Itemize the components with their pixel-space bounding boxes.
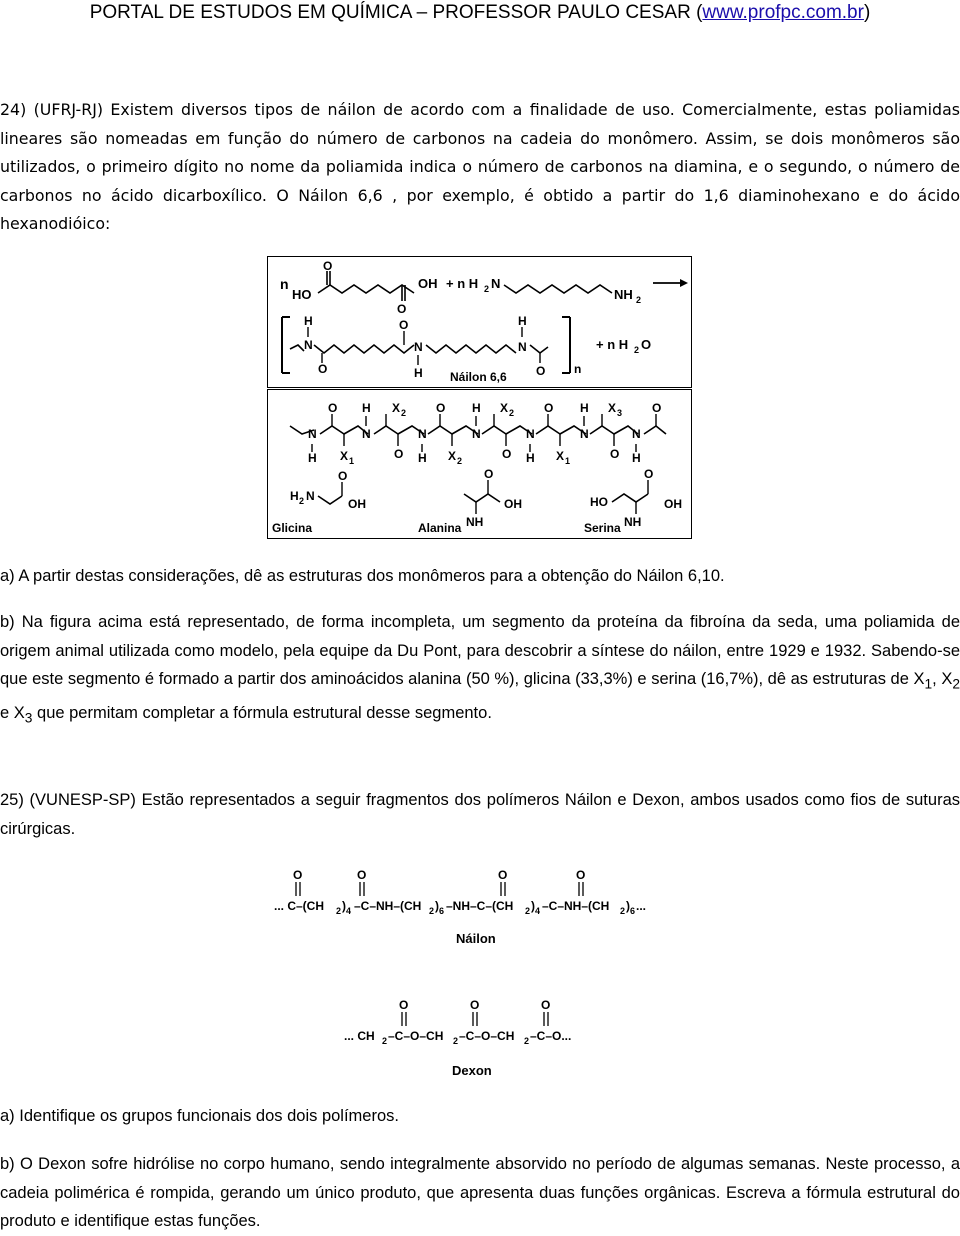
svg-text:3: 3: [617, 408, 623, 418]
nylon-synthesis-diagram: [268, 257, 691, 387]
svg-text:OH: OH: [664, 497, 682, 511]
svg-text:H: H: [518, 314, 527, 328]
svg-text:OH: OH: [418, 276, 438, 291]
fibroin-diagram: [268, 390, 691, 538]
svg-text:N: N: [472, 427, 481, 441]
svg-text:4: 4: [535, 906, 541, 916]
q24-intro: 24) (UFRJ-RJ) Existem diversos tipos de náilon de acordo com a finalidade de uso. Comercialmente, estas poliamidas lineares são nomeadas em função do número de carbonos na cadeia do monômero. Assim, se dois monômeros são utilizados, o primeiro dígito no nome da poliamida indica o número de carbonos na diamina, e o segundo, o número de carbonos no ácido dicarboxílico. O Náilon 6,6 , por exemplo, é obtido a partir do 1,6 diaminohexano e do ácido hexanodióico:: [0, 100, 960, 233]
svg-text:H: H: [290, 489, 299, 503]
svg-text:O: O: [484, 467, 494, 481]
svg-text:X: X: [392, 401, 401, 415]
svg-text:O: O: [641, 337, 652, 352]
svg-text:Dexon: Dexon: [452, 1063, 492, 1078]
svg-text:1: 1: [565, 456, 571, 466]
header-link[interactable]: www.profpc.com.br: [702, 2, 864, 23]
svg-text:X: X: [500, 401, 509, 415]
svg-text:O: O: [470, 1000, 480, 1012]
svg-text:2: 2: [336, 906, 342, 916]
svg-text:2: 2: [524, 1036, 530, 1046]
svg-text:OH: OH: [348, 497, 366, 511]
svg-text:2: 2: [525, 906, 531, 916]
svg-text:N: N: [414, 340, 423, 354]
svg-text:H: H: [414, 366, 423, 380]
svg-text:O: O: [394, 447, 404, 461]
svg-text:H: H: [632, 451, 641, 465]
svg-text:2: 2: [634, 345, 640, 355]
svg-text:O: O: [498, 868, 508, 882]
svg-text:H: H: [472, 401, 481, 415]
svg-text:O: O: [323, 259, 333, 273]
svg-text:X: X: [608, 401, 617, 415]
page-header: [0, 2, 960, 24]
svg-text:–C–O–CH: –C–O–CH: [459, 1029, 515, 1043]
svg-text:H: H: [580, 401, 589, 415]
svg-text:N: N: [362, 427, 371, 441]
svg-text:Glicina: Glicina: [272, 521, 313, 535]
svg-text:HO: HO: [590, 495, 608, 509]
svg-text:2: 2: [457, 456, 463, 466]
svg-text:4: 4: [346, 906, 352, 916]
svg-text:H: H: [526, 451, 535, 465]
svg-text:O: O: [652, 401, 662, 415]
q25-part-a: a) Identifique os grupos funcionais dos dois polímeros.: [0, 1107, 399, 1125]
svg-text:O: O: [610, 447, 620, 461]
svg-text:O: O: [357, 868, 367, 882]
svg-text:): ): [531, 899, 535, 913]
svg-text:X: X: [448, 449, 457, 463]
svg-text:1: 1: [349, 456, 355, 466]
svg-text:O: O: [293, 868, 303, 882]
svg-text:N: N: [306, 489, 315, 503]
dexon-formula-figure: [340, 1000, 630, 1084]
svg-text:–NH–C–(CH: –NH–C–(CH: [446, 899, 514, 913]
svg-text:OH: OH: [504, 497, 522, 511]
svg-text:X: X: [340, 449, 349, 463]
svg-text:N: N: [308, 427, 317, 441]
q24-part-b: b) Na figura acima está representado, de forma incompleta, um segmento da proteína da fibroína da seda, uma poliamida de origem animal utilizada como modelo, pela equipe da Du Pont, para descobrir a síntese do náilon, entre 1929 e 1932. Sabendo-se que este segmento é formado a partir dos aminoácidos alanina (50 %), glicina (33,3%) e serina (16,7%), dê as estruturas de $X_1$, $X_2$ e $X_3$ que permitam completar a fórmula estrutural desse segmento.: [0, 613, 960, 726]
svg-text:H: H: [418, 451, 427, 465]
fibroin-figure: [267, 389, 692, 539]
svg-text:... CH: ... CH: [344, 1029, 375, 1043]
svg-text:Náilon: Náilon: [456, 931, 496, 946]
q24-part-a: a) A partir destas considerações, dê as estruturas dos monômeros para a obtenção do Náilon 6,10.: [0, 567, 725, 585]
svg-text:Serina: Serina: [584, 521, 621, 535]
svg-text:X: X: [556, 449, 565, 463]
svg-text:O: O: [399, 318, 409, 332]
svg-text:O: O: [399, 1000, 409, 1012]
svg-text:2: 2: [620, 906, 626, 916]
q25-part-b: b) O Dexon sofre hidrólise no corpo humano, sendo integralmente absorvido no período de algumas semanas. Neste processo, a cadeia polimérica é rompida, gerando um único produto, que apresenta duas funções orgânicas. Escreva a fórmula estrutural do produto e identifique estas funções.: [0, 1155, 960, 1230]
svg-text:O: O: [576, 868, 586, 882]
svg-text:–C–NH–(CH: –C–NH–(CH: [542, 899, 610, 913]
svg-text:H: H: [308, 451, 317, 465]
svg-text:NH: NH: [624, 515, 642, 529]
svg-text:O: O: [502, 447, 512, 461]
svg-text:O: O: [318, 362, 328, 376]
nylon-synthesis-figure: [267, 256, 692, 388]
svg-text:O: O: [328, 401, 338, 415]
svg-text:O: O: [436, 401, 446, 415]
svg-text:O: O: [536, 364, 546, 378]
svg-text:2: 2: [636, 295, 642, 305]
svg-text:n: n: [574, 362, 582, 376]
svg-text:O: O: [544, 401, 554, 415]
svg-text:N: N: [526, 427, 535, 441]
svg-text:NH: NH: [466, 515, 484, 529]
svg-text:–C–NH–(CH: –C–NH–(CH: [354, 899, 422, 913]
svg-text:+ n H: + n H: [596, 337, 629, 352]
svg-text:6: 6: [630, 906, 636, 916]
svg-text:–C–O–CH: –C–O–CH: [388, 1029, 444, 1043]
svg-text:O: O: [644, 467, 654, 481]
svg-text:): ): [435, 899, 439, 913]
svg-text:Alanina: Alanina: [418, 521, 462, 535]
svg-text:2: 2: [382, 1036, 388, 1046]
svg-text:): ): [342, 899, 346, 913]
svg-text:2: 2: [453, 1036, 459, 1046]
nylon-formula-diagram: [270, 868, 700, 952]
q25-intro: 25) (VUNESP-SP) Estão representados a seguir fragmentos dos polímeros Náilon e Dexon, ambos usados como fios de suturas cirúrgicas.: [0, 791, 960, 838]
svg-text:6: 6: [439, 906, 445, 916]
svg-text:O: O: [338, 469, 348, 483]
svg-text:H: H: [362, 401, 371, 415]
svg-text:O: O: [397, 302, 407, 316]
svg-text:–C–O...: –C–O...: [530, 1029, 572, 1043]
svg-text:n: n: [280, 276, 289, 292]
svg-text:2: 2: [401, 408, 407, 418]
svg-text:N: N: [632, 427, 641, 441]
svg-text:... C–(CH: ... C–(CH: [274, 899, 325, 913]
svg-text:N: N: [418, 427, 427, 441]
svg-text:N: N: [518, 340, 527, 354]
svg-text:N: N: [304, 338, 313, 352]
svg-text:+ n H: + n H: [446, 276, 479, 291]
svg-text:O: O: [541, 1000, 551, 1012]
svg-text:2: 2: [299, 496, 305, 506]
svg-text:2: 2: [429, 906, 435, 916]
svg-text:2: 2: [484, 284, 490, 294]
svg-text:H: H: [304, 314, 313, 328]
header-title: PORTAL DE ESTUDOS EM QUÍMICA – PROFESSOR PAULO CESAR (: [89, 2, 703, 23]
svg-text:Náilon 6,6: Náilon 6,6: [450, 370, 507, 384]
svg-text:N: N: [491, 276, 501, 291]
svg-text:N: N: [580, 427, 589, 441]
dexon-formula-diagram: [340, 1000, 630, 1084]
svg-text:): ): [626, 899, 630, 913]
svg-text:NH: NH: [614, 287, 633, 302]
nylon-formula-figure: [270, 868, 700, 952]
svg-text:...: ...: [636, 899, 647, 913]
svg-text:HO: HO: [292, 287, 312, 302]
svg-text:2: 2: [509, 408, 515, 418]
header-suffix: ): [863, 2, 871, 23]
